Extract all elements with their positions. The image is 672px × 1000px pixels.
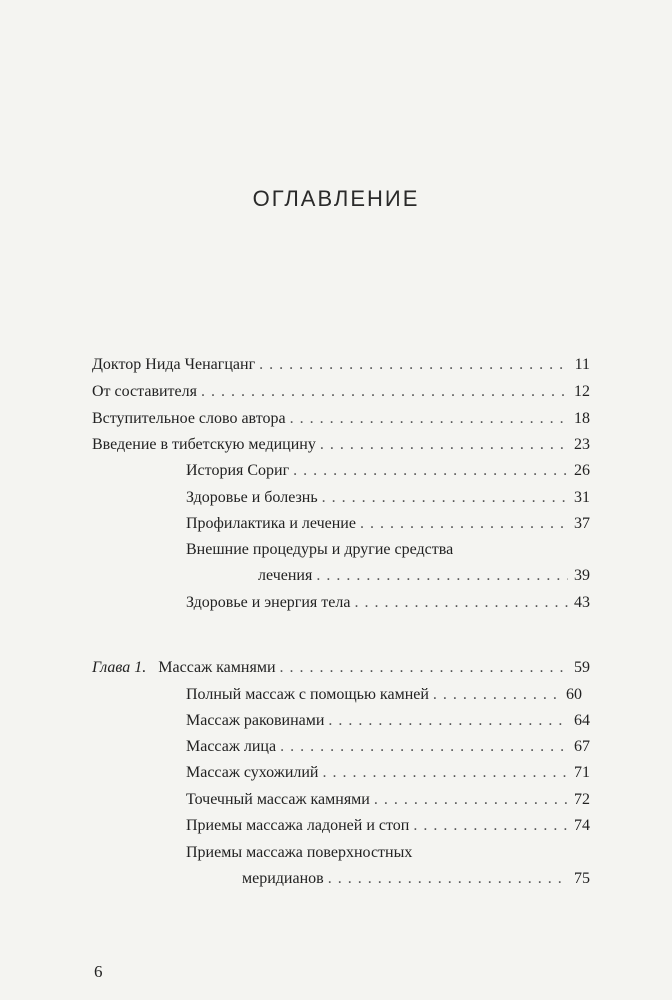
toc-subentry[interactable] [258, 566, 590, 586]
toc-entry-label: От составителя [92, 383, 197, 400]
toc-chapter-entry[interactable] [92, 658, 590, 678]
toc-subentry-line1[interactable]: Внешние процедуры и другие средства [186, 541, 454, 558]
dot-leader [323, 763, 569, 783]
toc-entry-label: Точечный массаж камнями [186, 791, 370, 808]
toc-entry-page: 11 [574, 356, 590, 373]
toc-entry-label: лечения [258, 567, 313, 584]
toc-subentry[interactable] [186, 816, 590, 836]
toc-entry[interactable] [92, 435, 590, 455]
dot-leader [328, 711, 568, 731]
toc-entry-page: 26 [574, 462, 590, 479]
toc-entry-label: меридианов [242, 870, 324, 887]
toc-subentry[interactable] [186, 593, 590, 613]
dot-leader [320, 435, 568, 455]
toc-subentry[interactable] [186, 790, 590, 810]
toc-entry-page: 72 [574, 791, 590, 808]
toc-entry-page: 12 [574, 383, 590, 400]
toc-subentry[interactable] [186, 711, 590, 731]
chapter-prefix: Глава 1. [92, 659, 147, 676]
toc-entry-page: 37 [574, 515, 590, 532]
toc-entry-page: 74 [574, 817, 590, 834]
toc-entry-page: 39 [574, 567, 590, 584]
toc-chapter-label [92, 658, 280, 678]
toc-subentry[interactable] [186, 488, 590, 508]
dot-leader [280, 658, 568, 678]
toc-entry-page: 18 [574, 410, 590, 427]
toc-entry[interactable] [92, 382, 590, 402]
toc-entry-label: Массаж лица [186, 738, 277, 755]
dot-leader [322, 488, 568, 508]
toc-entry-label: Здоровье и энергия тела [186, 594, 351, 611]
toc-entry-page: 64 [574, 712, 590, 729]
page-number: 6 [94, 962, 103, 981]
chapter-title: Массаж камнями [158, 659, 276, 676]
dot-leader [328, 869, 568, 889]
toc-entry-page: 75 [574, 870, 590, 887]
toc-subentry[interactable] [242, 869, 590, 889]
dot-leader [374, 790, 568, 810]
toc-subentry[interactable] [186, 685, 582, 705]
dot-leader [259, 355, 568, 375]
dot-leader [290, 409, 568, 429]
dot-leader [360, 514, 568, 534]
toc-entry-label: Профилактика и лечение [186, 515, 356, 532]
toc-entry[interactable] [92, 355, 590, 375]
toc-entry-label: История Сориг [186, 462, 290, 479]
dot-leader [413, 816, 568, 836]
toc-entry-label: Введение в тибетскую медицину [92, 436, 316, 453]
toc-subentry[interactable] [186, 514, 590, 534]
toc-entry-page: 59 [574, 659, 590, 676]
toc-entry-page: 67 [574, 738, 590, 755]
dot-leader [316, 566, 568, 586]
toc-entry-page: 43 [574, 594, 590, 611]
toc-entry-label: Вступительное слово автора [92, 410, 286, 427]
page-title: ОГЛАВЛЕНИЕ [252, 186, 420, 211]
toc-entry-page: 31 [574, 489, 590, 506]
toc-entry-label: Полный массаж с помощью камней [186, 686, 429, 703]
toc-entry[interactable] [92, 409, 590, 429]
toc-entry-label: Доктор Нида Ченагцанг [92, 356, 256, 373]
dot-leader [293, 461, 568, 481]
toc-subentry[interactable] [186, 737, 590, 757]
toc-subentry-line1[interactable]: Приемы массажа поверхностных [186, 844, 413, 861]
toc-entry-label: Массаж сухожилий [186, 764, 319, 781]
toc-entry-label: Приемы массажа ладоней и стоп [186, 817, 410, 834]
toc-entry-page: 60 [566, 686, 582, 703]
toc-entry-label: Массаж раковинами [186, 712, 325, 729]
dot-leader [433, 685, 560, 705]
toc-entry-page: 23 [574, 436, 590, 453]
dot-leader [201, 382, 568, 402]
toc-subentry[interactable] [186, 461, 590, 481]
toc-entry-label: Здоровье и болезнь [186, 489, 318, 506]
toc-subentry[interactable] [186, 763, 590, 783]
dot-leader [354, 593, 568, 613]
dot-leader [280, 737, 568, 757]
toc-entry-page: 71 [574, 764, 590, 781]
